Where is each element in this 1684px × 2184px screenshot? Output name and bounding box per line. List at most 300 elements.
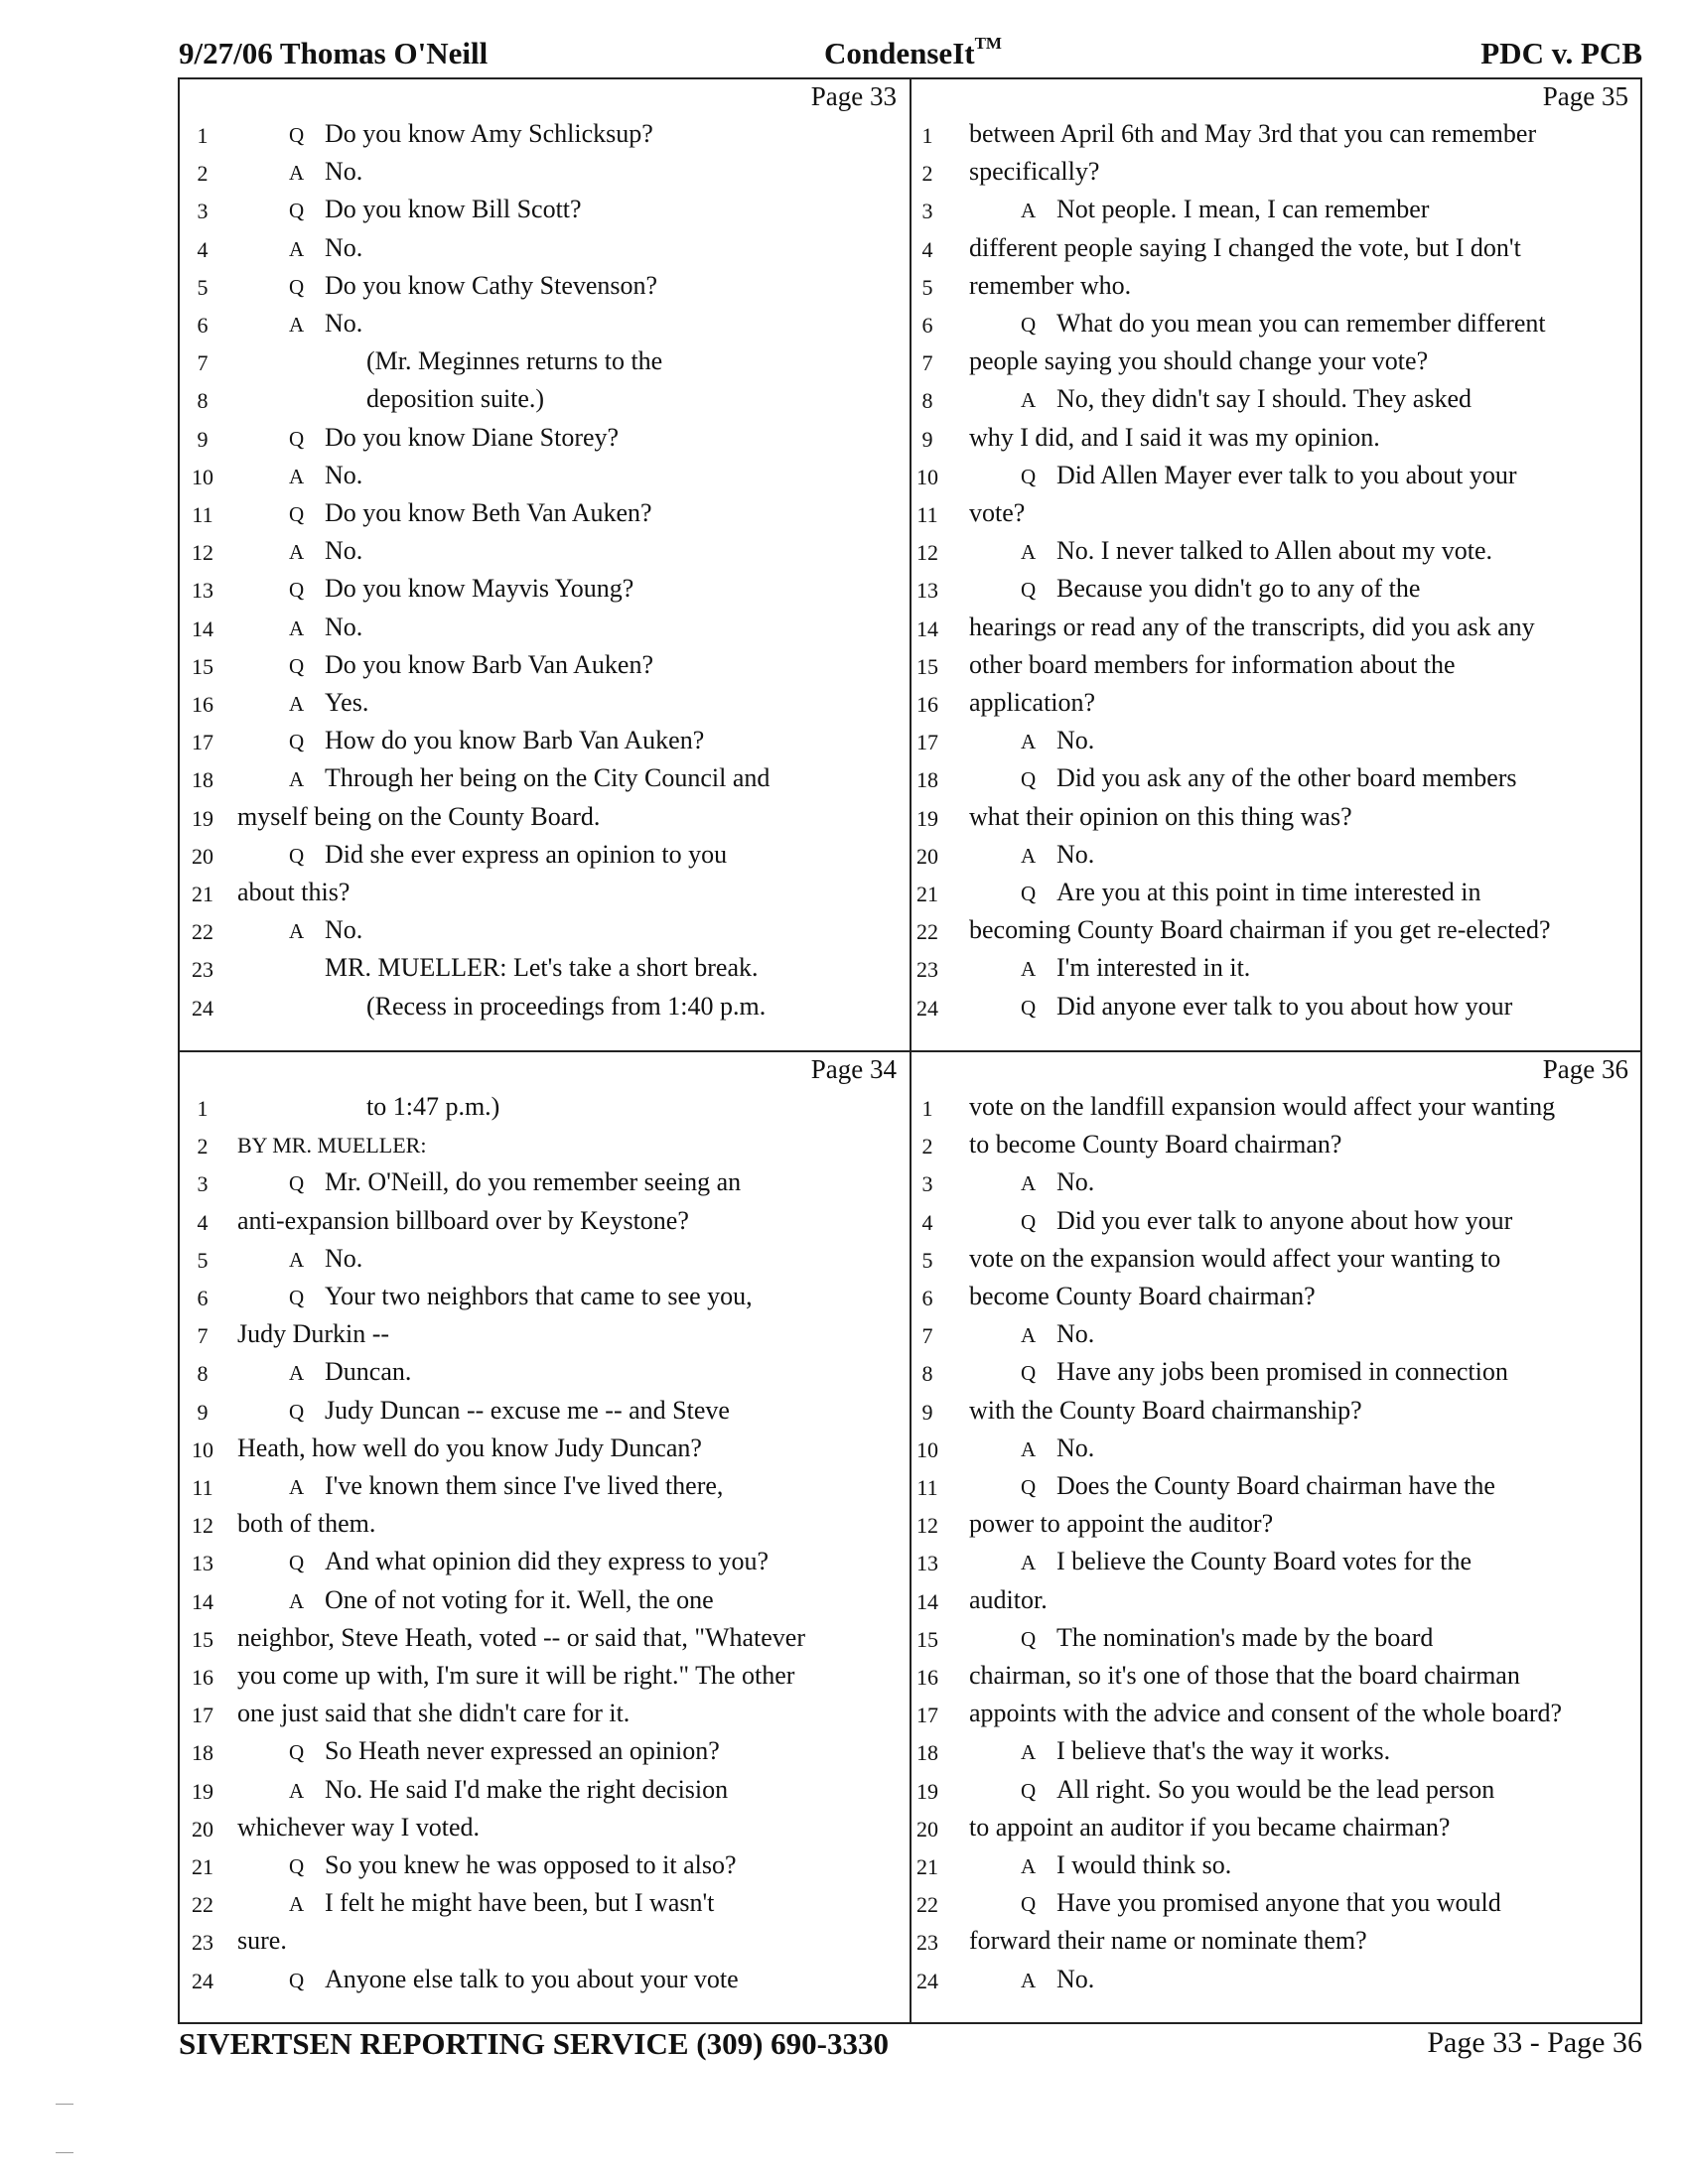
line-number: 13 xyxy=(192,578,213,604)
line-number: 9 xyxy=(921,426,933,452)
line-number: 12 xyxy=(192,1513,213,1539)
header-center-title xyxy=(824,33,1002,71)
line-text: Duncan. xyxy=(325,1357,412,1387)
line-number: 11 xyxy=(192,1475,213,1500)
transcript-line xyxy=(180,1850,909,1888)
line-content xyxy=(969,992,1512,1022)
line-content xyxy=(237,461,362,490)
transcript-line xyxy=(180,1547,909,1584)
line-content xyxy=(969,233,1521,263)
line-text: with the County Board chairmanship? xyxy=(969,1395,1362,1425)
header-center-text: CondenseIt xyxy=(824,36,975,70)
line-content xyxy=(237,1926,287,1956)
line-number: 11 xyxy=(916,502,938,527)
transcript-line xyxy=(180,1509,909,1547)
line-content xyxy=(969,423,1380,453)
line-number: 8 xyxy=(921,388,933,414)
transcript-line xyxy=(912,915,1640,953)
line-content xyxy=(969,1775,1494,1805)
line-content xyxy=(237,1282,753,1311)
transcript-line xyxy=(180,878,909,915)
transcript-line xyxy=(912,1736,1640,1774)
line-content xyxy=(969,1623,1433,1653)
line-content xyxy=(969,574,1420,604)
line-text: Not people. I mean, I can remember xyxy=(1056,195,1430,224)
line-text: Do you know Beth Van Auken? xyxy=(325,498,652,527)
speaker-marker: A xyxy=(289,1247,305,1272)
transcript-line xyxy=(180,423,909,461)
line-content xyxy=(969,1850,1231,1880)
speaker-marker: Q xyxy=(289,502,305,526)
transcript-line xyxy=(180,1206,909,1244)
line-content xyxy=(969,498,1025,528)
transcript-line xyxy=(180,195,909,232)
line-number: 6 xyxy=(197,1286,209,1310)
line-text: whichever way I voted. xyxy=(237,1812,481,1842)
line-text: I've known them since I've lived there, xyxy=(325,1471,724,1500)
transcript-line xyxy=(912,1699,1640,1736)
line-content xyxy=(237,1623,805,1653)
line-number: 13 xyxy=(916,1551,938,1576)
line-text: Mr. O'Neill, do you remember seeing an xyxy=(325,1167,742,1197)
line-content xyxy=(969,384,1472,414)
line-number: 20 xyxy=(916,843,938,869)
line-text: And what opinion did they express to you? xyxy=(325,1547,769,1576)
transcript-line xyxy=(912,195,1640,232)
line-number: 9 xyxy=(921,1399,933,1425)
line-text: Are you at this point in time interested in xyxy=(1056,878,1481,906)
line-text: Did Allen Mayer ever talk to you about your xyxy=(1056,460,1517,489)
line-text: other board members for information about the xyxy=(969,649,1456,679)
transcript-line xyxy=(180,1775,909,1813)
line-number: 16 xyxy=(916,692,938,717)
line-text: How do you know Barb Van Auken? xyxy=(325,726,705,755)
margin-mark xyxy=(56,2152,73,2153)
line-number: 7 xyxy=(921,1323,933,1349)
transcript-line xyxy=(180,1736,909,1774)
line-content xyxy=(969,1319,1094,1349)
line-text: No. xyxy=(325,536,363,566)
speaker-marker: A xyxy=(289,919,305,944)
line-number: 23 xyxy=(192,1930,213,1956)
line-content xyxy=(969,1888,1501,1918)
line-number: 2 xyxy=(197,1134,209,1160)
speaker-marker: A xyxy=(289,464,305,488)
line-text: Did you ask any of the other board members xyxy=(1056,763,1517,793)
line-content xyxy=(969,461,1517,490)
line-text: No. xyxy=(325,232,363,262)
line-content xyxy=(237,1736,720,1766)
transcript-line xyxy=(912,309,1640,346)
speaker-marker: Q xyxy=(289,1286,305,1309)
line-content xyxy=(969,309,1546,339)
line-number: 13 xyxy=(916,578,938,604)
line-number: 16 xyxy=(192,1665,213,1690)
line-text: What do you mean you can remember different xyxy=(1056,309,1546,338)
line-number: 17 xyxy=(192,730,213,755)
speaker-marker: Q xyxy=(1021,1361,1037,1386)
speaker-marker: A xyxy=(289,161,305,186)
line-text: Judy Durkin -- xyxy=(237,1319,390,1349)
speaker-marker: Q xyxy=(289,578,305,603)
transcript-line xyxy=(180,1282,909,1319)
line-number: 12 xyxy=(192,540,213,566)
line-number: 2 xyxy=(921,161,933,187)
line-text: So Heath never expressed an opinion? xyxy=(325,1736,720,1766)
transcript-line xyxy=(180,1130,909,1167)
line-text: neighbor, Steve Heath, voted -- or said that, "Whatever xyxy=(237,1622,805,1652)
speaker-marker: A xyxy=(1021,1551,1037,1575)
transcript-line xyxy=(912,1282,1640,1319)
line-content xyxy=(237,878,350,907)
speaker-marker: A xyxy=(1021,1968,1037,1992)
line-text: Anyone else talk to you about your vote xyxy=(325,1964,739,1993)
transcript-line xyxy=(180,992,909,1029)
line-number: 22 xyxy=(192,1892,213,1918)
transcript-line xyxy=(180,688,909,726)
line-content xyxy=(969,763,1517,793)
speaker-marker: A xyxy=(289,1778,305,1803)
speaker-marker: Q xyxy=(289,1171,305,1196)
speaker-marker: Q xyxy=(1021,1475,1037,1499)
transcript-line xyxy=(912,423,1640,461)
speaker-marker: A xyxy=(1021,540,1037,565)
speaker-marker: A xyxy=(1021,957,1037,982)
line-content xyxy=(237,1775,728,1805)
line-text: No. xyxy=(1056,1319,1095,1349)
speaker-marker: Q xyxy=(289,730,305,754)
page-panel-33 xyxy=(180,79,909,1050)
line-number: 7 xyxy=(197,350,209,376)
speaker-marker: Q xyxy=(289,1551,305,1575)
speaker-marker: A xyxy=(1021,1740,1037,1765)
line-number: 5 xyxy=(197,274,209,300)
line-content xyxy=(969,1661,1520,1691)
transcript-line xyxy=(180,157,909,195)
transcript-line xyxy=(180,1623,909,1661)
line-number: 20 xyxy=(192,843,213,869)
line-number: 11 xyxy=(916,1475,938,1500)
line-number: 24 xyxy=(916,995,938,1021)
page-panel-35 xyxy=(912,79,1640,1050)
line-number: 4 xyxy=(197,1209,209,1235)
line-text: No. xyxy=(325,157,363,187)
line-content xyxy=(969,1396,1362,1426)
line-content xyxy=(237,802,600,832)
line-text: Have you promised anyone that you would xyxy=(1056,1888,1501,1918)
line-number: 2 xyxy=(921,1134,933,1160)
line-number: 19 xyxy=(916,805,938,831)
line-text: Through her being on the City Council and xyxy=(325,763,771,793)
transcript-line xyxy=(912,157,1640,195)
transcript-line xyxy=(180,1433,909,1471)
line-number: 4 xyxy=(921,236,933,262)
line-number: 23 xyxy=(916,1930,938,1956)
transcript-line xyxy=(180,1965,909,2002)
transcript-line xyxy=(180,309,909,346)
line-content xyxy=(969,802,1352,832)
footer-reporter: SIVERTSEN REPORTING SERVICE (309) 690-3330 xyxy=(179,2026,889,2061)
transcript-line xyxy=(912,1888,1640,1926)
line-number: 20 xyxy=(916,1816,938,1842)
line-number: 15 xyxy=(916,1626,938,1652)
line-text: BY MR. MUELLER: xyxy=(237,1133,427,1159)
transcript-line xyxy=(912,271,1640,309)
speaker-marker: A xyxy=(1021,199,1037,223)
line-number: 6 xyxy=(197,313,209,338)
line-number: 17 xyxy=(916,1703,938,1728)
line-number: 5 xyxy=(921,274,933,300)
line-content xyxy=(969,536,1492,566)
transcript-line xyxy=(180,1244,909,1282)
transcript-line xyxy=(180,1926,909,1964)
page-number-title: Page 35 xyxy=(1542,81,1628,111)
line-content xyxy=(969,1244,1500,1274)
line-text: deposition suite.) xyxy=(366,384,545,414)
line-content xyxy=(237,1433,702,1463)
transcript-line xyxy=(912,992,1640,1029)
line-number: 19 xyxy=(916,1778,938,1804)
transcript-line xyxy=(912,1471,1640,1509)
transcript-line xyxy=(912,1167,1640,1205)
line-text: All right. So you would be the lead person xyxy=(1056,1774,1495,1804)
line-content xyxy=(237,119,653,149)
line-number: 4 xyxy=(197,236,209,262)
speaker-marker: Q xyxy=(1021,464,1037,488)
line-number: 16 xyxy=(192,692,213,717)
transcript-line xyxy=(912,233,1640,271)
speaker-marker: Q xyxy=(289,426,305,451)
line-content xyxy=(237,1244,362,1274)
line-number: 3 xyxy=(197,199,209,224)
line-text: you come up with, I'm sure it will be right." The other xyxy=(237,1661,795,1690)
line-text: about this? xyxy=(237,878,351,906)
line-text: (Mr. Meginnes returns to the xyxy=(366,346,663,376)
transcript-line xyxy=(912,1130,1640,1167)
line-text: No, they didn't say I should. They asked xyxy=(1056,384,1472,414)
speaker-marker: A xyxy=(1021,843,1037,868)
transcript-line xyxy=(180,119,909,157)
line-content xyxy=(237,536,362,566)
speaker-marker: A xyxy=(1021,1323,1037,1348)
line-number: 4 xyxy=(921,1209,933,1235)
line-content xyxy=(969,1926,1367,1956)
line-number: 14 xyxy=(192,1588,213,1614)
transcript-line xyxy=(912,802,1640,840)
line-number: 20 xyxy=(192,1816,213,1842)
line-text: No. xyxy=(1056,726,1095,755)
line-text: No. He said I'd make the right decision xyxy=(325,1774,729,1804)
transcript-line xyxy=(180,1319,909,1357)
line-number: 21 xyxy=(916,882,938,906)
speaker-marker: Q xyxy=(289,123,305,147)
speaker-marker: A xyxy=(289,1892,305,1917)
transcript-line xyxy=(912,1623,1640,1661)
line-content xyxy=(237,346,662,376)
transcript-line xyxy=(180,346,909,384)
line-number: 3 xyxy=(197,1171,209,1197)
line-number: 14 xyxy=(192,615,213,641)
transcript-line xyxy=(180,1813,909,1850)
line-content xyxy=(237,840,727,870)
line-content xyxy=(237,915,362,945)
line-content xyxy=(969,1736,1390,1766)
speaker-marker: Q xyxy=(289,843,305,868)
line-content xyxy=(237,1357,411,1387)
line-text: I would think so. xyxy=(1056,1850,1232,1879)
line-number: 9 xyxy=(197,426,209,452)
line-number: 10 xyxy=(916,1436,938,1462)
speaker-marker: Q xyxy=(1021,882,1037,905)
transcript-line xyxy=(180,915,909,953)
transcript-line xyxy=(912,536,1640,574)
line-text: So you knew he was opposed to it also? xyxy=(325,1850,737,1879)
speaker-marker: Q xyxy=(1021,767,1037,792)
line-number: 14 xyxy=(916,1588,938,1614)
line-number: 2 xyxy=(197,161,209,187)
line-text: to 1:47 p.m.) xyxy=(366,1092,500,1121)
transcript-line xyxy=(180,726,909,763)
line-number: 21 xyxy=(916,1854,938,1879)
line-text: I'm interested in it. xyxy=(1056,953,1251,983)
transcript-line xyxy=(180,763,909,801)
transcript-line xyxy=(180,840,909,878)
line-text: Have any jobs been promised in connection xyxy=(1056,1357,1508,1387)
line-content xyxy=(969,1547,1472,1576)
line-content xyxy=(237,1547,769,1576)
line-content xyxy=(237,1965,739,1994)
transcript-line xyxy=(180,802,909,840)
line-number: 8 xyxy=(197,1361,209,1387)
line-text: No. xyxy=(325,1243,363,1273)
speaker-marker: A xyxy=(289,236,305,261)
line-text: one just said that she didn't care for it. xyxy=(237,1699,631,1728)
transcript-line xyxy=(180,461,909,498)
line-number: 24 xyxy=(192,995,213,1021)
transcript-line xyxy=(912,726,1640,763)
line-content xyxy=(969,688,1095,718)
line-content xyxy=(237,650,653,680)
speaker-marker: Q xyxy=(1021,1778,1037,1803)
line-content xyxy=(969,953,1250,983)
line-content xyxy=(969,195,1429,224)
footer-page-range: Page 33 - Page 36 xyxy=(1427,2026,1642,2059)
line-content xyxy=(237,726,704,755)
line-text: Do you know Bill Scott? xyxy=(325,195,582,224)
transcript-line xyxy=(912,1244,1640,1282)
transcript-line xyxy=(912,650,1640,688)
line-text: Did you ever talk to anyone about how your xyxy=(1056,1205,1513,1235)
line-number: 17 xyxy=(916,730,938,755)
line-number: 24 xyxy=(192,1968,213,1993)
line-number: 7 xyxy=(921,350,933,376)
transcript-line xyxy=(912,1965,1640,2002)
line-number: 8 xyxy=(921,1361,933,1387)
line-text: vote on the landfill expansion would affect your wanting xyxy=(969,1092,1556,1121)
speaker-marker: Q xyxy=(289,1740,305,1765)
line-text: No. xyxy=(1056,1964,1095,1993)
transcript-line xyxy=(912,574,1640,612)
line-text: remember who. xyxy=(969,270,1132,300)
speaker-marker: A xyxy=(1021,730,1037,754)
page-number-title: Page 36 xyxy=(1542,1054,1628,1084)
line-text: I believe that's the way it works. xyxy=(1056,1736,1391,1766)
speaker-marker: A xyxy=(1021,1854,1037,1878)
line-number: 5 xyxy=(921,1247,933,1273)
line-text: Does the County Board chairman have the xyxy=(1056,1471,1495,1500)
line-content xyxy=(237,309,362,339)
line-text: become County Board chairman? xyxy=(969,1282,1316,1310)
line-text: specifically? xyxy=(969,157,1100,187)
line-number: 10 xyxy=(192,1436,213,1462)
line-number: 1 xyxy=(921,1096,933,1121)
line-content xyxy=(237,953,758,983)
transcript-line xyxy=(912,1433,1640,1471)
line-content xyxy=(237,1509,375,1539)
line-content xyxy=(237,1888,714,1918)
header-case-title: PDC v. PCB xyxy=(1480,36,1642,70)
line-number: 11 xyxy=(192,502,213,527)
transcript-line xyxy=(180,498,909,536)
line-content xyxy=(969,1282,1316,1311)
transcript-line xyxy=(180,271,909,309)
line-text: No. xyxy=(1056,839,1095,869)
page-number-title: Page 34 xyxy=(810,1054,897,1084)
line-text: power to appoint the auditor? xyxy=(969,1509,1274,1539)
margin-mark xyxy=(56,2104,73,2105)
transcript-line xyxy=(180,953,909,991)
line-text: different people saying I changed the vote, but I don't xyxy=(969,232,1521,262)
page-panel-36 xyxy=(912,1052,1640,2023)
line-number: 13 xyxy=(192,1551,213,1576)
line-content xyxy=(237,1396,730,1426)
line-content xyxy=(969,915,1551,945)
line-text: One of not voting for it. Well, the one xyxy=(325,1584,714,1614)
line-content xyxy=(237,1471,723,1501)
transcript-line xyxy=(912,613,1640,650)
speaker-marker: Q xyxy=(289,1854,305,1878)
line-number: 22 xyxy=(192,919,213,945)
line-number: 15 xyxy=(192,1626,213,1652)
speaker-marker: A xyxy=(289,767,305,792)
line-content xyxy=(237,1850,737,1880)
line-content xyxy=(237,574,633,604)
line-text: hearings or read any of the transcripts, did you ask any xyxy=(969,612,1535,641)
line-text: Yes. xyxy=(325,688,369,717)
line-content xyxy=(969,1357,1508,1387)
transcript-line xyxy=(180,1167,909,1205)
line-number: 19 xyxy=(192,1778,213,1804)
transcript-line xyxy=(180,574,909,612)
line-content xyxy=(237,763,770,793)
line-text: what their opinion on this thing was? xyxy=(969,801,1352,831)
line-text: both of them. xyxy=(237,1509,376,1539)
line-content xyxy=(237,1167,741,1197)
speaker-marker: A xyxy=(289,1361,305,1386)
transcript-line xyxy=(912,1661,1640,1699)
line-content xyxy=(237,1206,689,1236)
speaker-marker: Q xyxy=(289,274,305,299)
transcript-line xyxy=(912,1813,1640,1850)
line-text: Do you know Diane Storey? xyxy=(325,422,620,452)
line-content xyxy=(237,271,657,301)
line-content xyxy=(969,1965,1094,1994)
transcript-line xyxy=(912,1092,1640,1130)
transcript-line xyxy=(912,1396,1640,1433)
speaker-marker: A xyxy=(289,615,305,640)
line-content xyxy=(237,1585,714,1615)
line-number: 12 xyxy=(916,1513,938,1539)
